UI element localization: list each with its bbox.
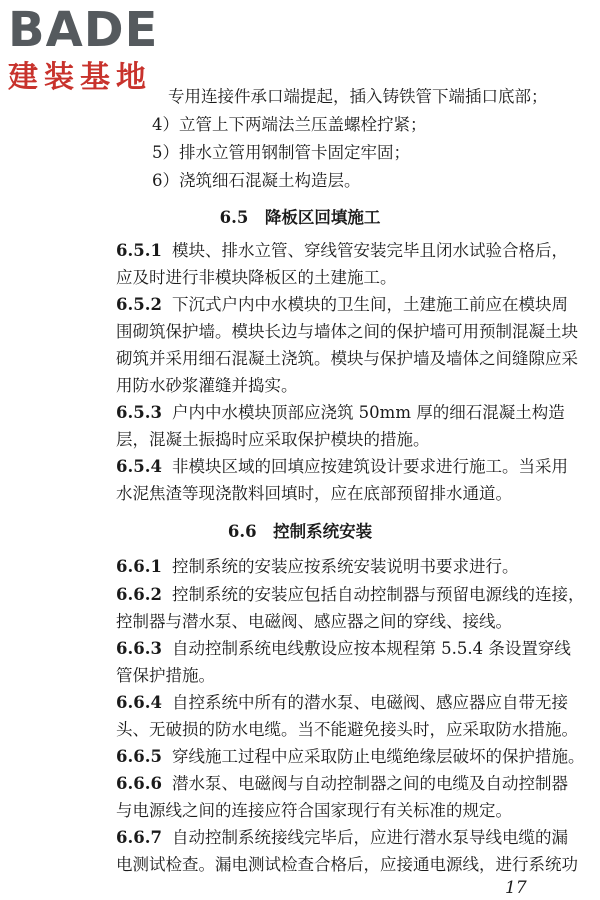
clause-text: 穿线施工过程中应采取防止电缆绝缘层破坏的保护措施。 [171,747,585,766]
clause-6-6-5 [116,746,584,768]
clause-6-5-1 [116,240,568,262]
clause-number: 6.6.5 [116,747,162,766]
clause-number: 6.5.4 [116,457,162,476]
clause-text-line: 管保护措施。 [116,666,215,685]
clause-number: 6.6.3 [116,639,162,658]
clause-text-line: 电测试检查。漏电测试检查合格后，应接通电源线，进行系统功 [116,855,578,874]
clause-6-5-2 [116,294,568,316]
clause-number: 6.6.6 [116,774,162,793]
clause-text-line: 用防水砂浆灌缝并捣实。 [116,376,298,395]
clause-text-line: 控制器与潜水泵、电磁阀、感应器之间的穿线、接线。 [116,612,512,631]
clause-text-line: 与电源线之间的连接应符合国家现行有关标准的规定。 [116,801,512,820]
clause-6-6-2 [116,584,584,606]
section-heading-6-6: 6.6 控制系统安装 [227,522,373,541]
clause-number: 6.6.1 [116,557,162,576]
clause-number: 6.6.7 [116,828,162,847]
list-item: 4）立管上下两端法兰压盖螺栓拧紧； [152,115,427,134]
clause-number: 6.5.2 [116,295,162,314]
clause-6-6-7 [116,827,568,849]
clause-6-5-3 [116,402,565,424]
clause-text: 自动控制系统电线敷设应按本规程第 5.5.4 条设置穿线 [171,639,571,658]
clause-text: 非模块区域的回填应按建筑设计要求进行施工。当采用 [171,457,568,476]
list-item: 6）浇筑细石混凝土构造层。 [152,171,361,190]
clause-text-line: 水泥焦渣等现浇散料回填时，应在底部预留排水通道。 [116,484,512,503]
clause-text-line: 围砌筑保护墙。模块长边与墙体之间的保护墙可用预制混凝土块 [116,322,578,341]
clause-text: 控制系统的安装应按系统安装说明书要求进行。 [171,557,519,576]
clause-text: 下沉式户内中水模块的卫生间，土建施工前应在模块周 [171,295,568,314]
logo-wordmark: BADE [8,2,159,58]
clause-text: 户内中水模块顶部应浇筑 50mm 厚的细石混凝土构造 [171,403,565,422]
clause-text: 自动控制系统接线完毕后，应进行潜水泵导线电缆的漏 [171,828,568,847]
clause-text: 潜水泵、电磁阀与自动控制器之间的电缆及自动控制器 [171,774,568,793]
clause-text: 模块、排水立管、穿线管安装完毕且闭水试验合格后， [171,241,568,260]
clause-text-line: 头、无破损的防水电缆。当不能避免接头时，应采取防水措施。 [116,720,578,739]
page-number: 17 [505,878,527,898]
clause-number: 6.5.3 [116,403,162,422]
clause-text-line: 应及时进行非模块降板区的土建施工。 [116,268,397,287]
intro-line: 专用连接件承口端提起，插入铸铁管下端插口底部； [168,87,548,106]
clause-text: 自控系统中所有的潜水泵、电磁阀、感应器应自带无接 [171,693,568,712]
clause-6-5-4 [116,456,568,478]
clause-number: 6.6.4 [116,693,162,712]
clause-number: 6.6.2 [116,585,162,604]
clause-6-6-1 [116,556,518,578]
logo-subtitle: 建装基地 [8,60,152,95]
clause-text-line: 层，混凝土振捣时应采取保护模块的措施。 [116,430,430,449]
section-heading-6-5: 6.5 降板区回填施工 [219,208,381,227]
clause-text: 控制系统的安装应包括自动控制器与预留电源线的连接， [171,585,585,604]
clause-text-line: 砌筑并采用细石混凝土浇筑。模块与保护墙及墙体之间缝隙应采 [116,349,578,368]
clause-number: 6.5.1 [116,241,162,260]
list-item: 5）排水立管用钢制管卡固定牢固； [152,143,410,162]
clause-6-6-4 [116,692,568,714]
clause-6-6-6 [116,773,568,795]
clause-6-6-3 [116,638,571,660]
